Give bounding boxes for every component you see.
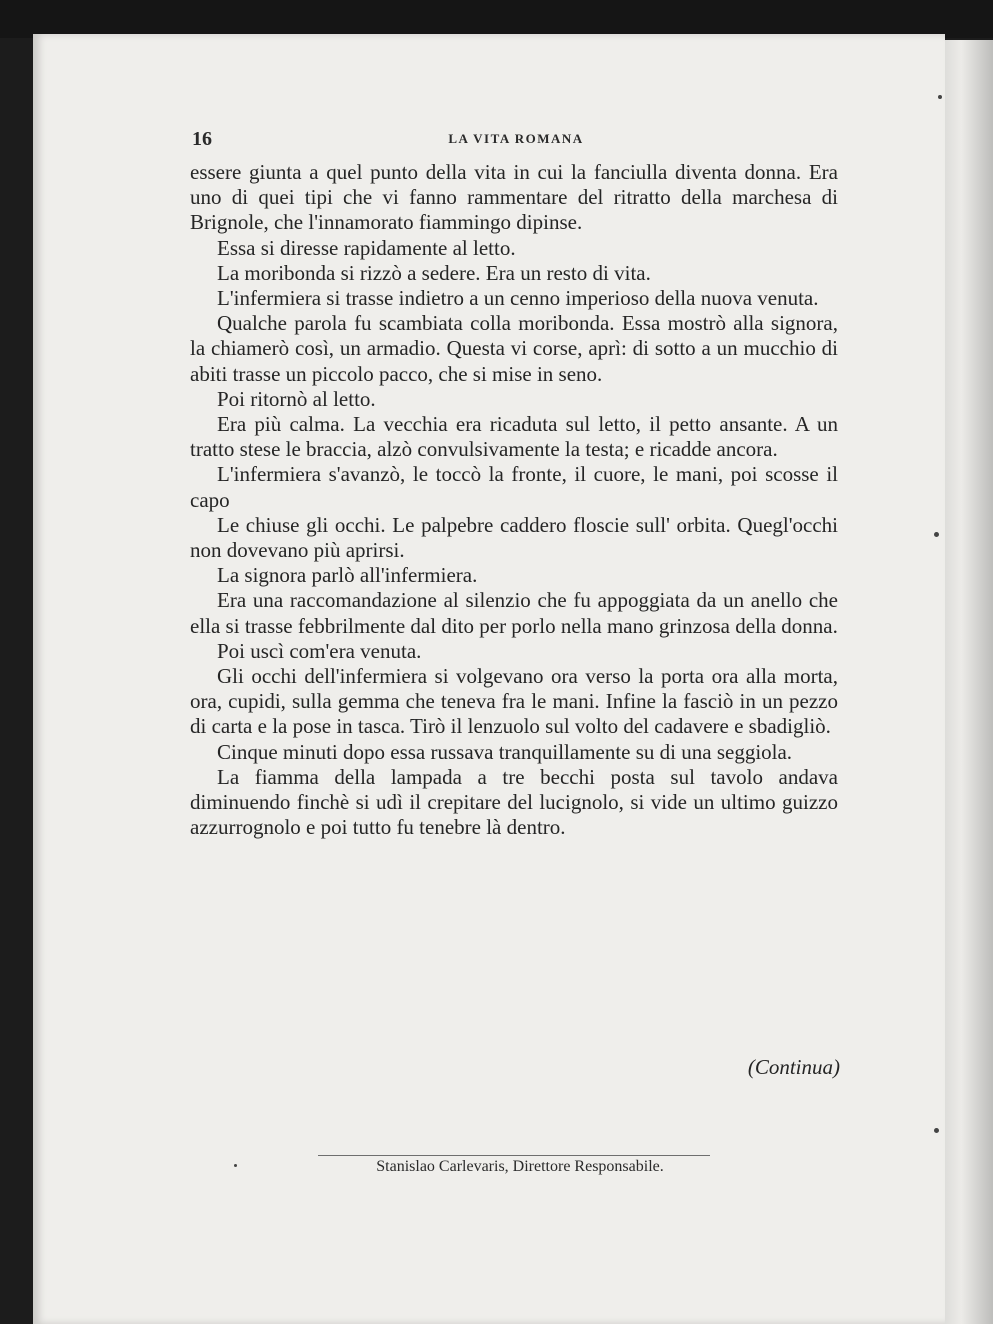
- paragraph: Era una raccomandazione al silenzio che fu appoggiata da un anello che ella si trasse febbrilmente dal dito per porlo nella mano grinzosa della donna.: [190, 588, 838, 638]
- paragraph: Essa si diresse rapidamente al letto.: [217, 235, 516, 260]
- footer-divider: [318, 1155, 710, 1156]
- scan-background: [0, 0, 993, 38]
- paragraph: L'infermiera s'avanzò, le toccò la fronte, il cuore, le mani, poi scosse il capo: [190, 462, 838, 512]
- scan-speck: [934, 1128, 939, 1133]
- paragraph: Qualche parola fu scambiata colla moribonda. Essa mostrò alla signora, la chiamerò così, un armadio. Questa vi corse, aprì: di sotto a un mucchio di abiti trasse un piccolo pacco, che si mise in seno.: [190, 311, 838, 386]
- facing-page-edge: [940, 40, 993, 1324]
- paragraph: Era più calma. La vecchia era ricaduta sul letto, il petto ansante. A un tratto stese le braccia, alzò convulsivamente la testa; e ricadde ancora.: [190, 412, 838, 462]
- paragraph: Poi ritornò al letto.: [217, 386, 376, 411]
- scan-speck: [234, 1164, 237, 1167]
- paragraph: Gli occhi dell'infermiera si volgevano ora verso la porta ora alla morta, ora, cupidi, sulla gemma che teneva fra le mani. Infine la fasciò in un pezzo di carta e la pose in tasca. Tirò il lenzuolo sul volto del cadavere e sbadigliò.: [190, 664, 838, 739]
- page-header: [192, 128, 840, 152]
- body-text: [190, 160, 838, 840]
- paragraph: L'infermiera si trasse indietro a un cenno imperioso della nuova venuta.: [217, 286, 819, 311]
- scan-speck: [938, 95, 942, 99]
- continued-note: (Continua): [747, 1055, 840, 1079]
- scan-speck: [934, 532, 939, 537]
- paragraph: Poi uscì com'era venuta.: [217, 638, 422, 663]
- paragraph: essere giunta a quel punto della vita in cui la fanciulla diventa donna. Era uno di quei tipi che vi fanno rammentare del ritratto della marchesa di Brignole, che l'innamorato fiammingo dipinse.: [190, 160, 838, 235]
- paragraph: Le chiuse gli occhi. Le palpebre caddero floscie sull' orbita. Quegl'occhi non dovevano più aprirsi.: [190, 512, 838, 563]
- page-number: 16: [192, 128, 212, 150]
- running-title: LA VITA ROMANA: [448, 131, 584, 146]
- footer-credit: Stanislao Carlevaris, Direttore Responsabile.: [376, 1158, 664, 1175]
- paragraph: La fiamma della lampada a tre becchi posta sul tavolo andava diminuendo finchè si udì il crepitare del lucignolo, si vide un ultimo guizzo azzurrognolo e poi tutto fu tenebre là dentro.: [190, 764, 838, 840]
- paragraph: La moribonda si rizzò a sedere. Era un resto di vita.: [217, 260, 651, 285]
- paragraph: La signora parlò all'infermiera.: [217, 563, 478, 588]
- paragraph: Cinque minuti dopo essa russava tranquillamente su di una seggiola.: [217, 739, 793, 764]
